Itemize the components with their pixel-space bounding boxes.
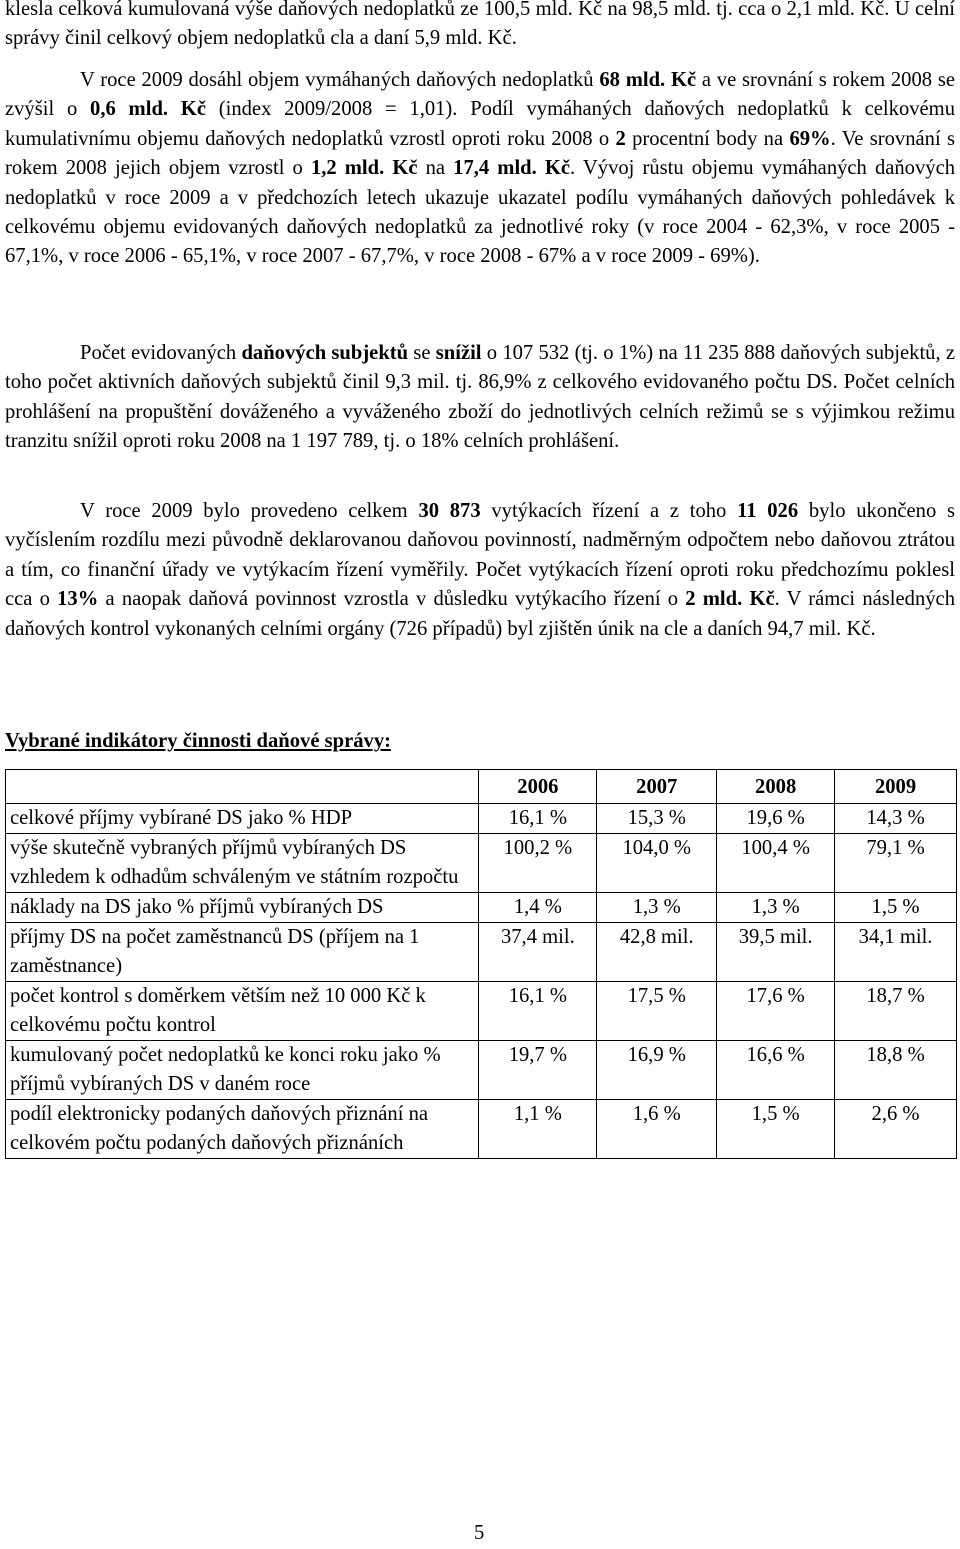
table-header-row bbox=[6, 770, 957, 804]
table-header-cell: 2008 bbox=[717, 770, 835, 804]
table-cell: 39,5 mil. bbox=[717, 923, 835, 982]
table-cell: 16,1 % bbox=[479, 804, 597, 834]
paragraph-arrears-total: klesla celková kumulovaná výše daňových nedoplatků ze 100,5 mld. Kč na 98,5 mld. tj. cca o 2,1 mld. Kč. U celní správy činil celkový objem nedoplatků cla a daní 5,9 mld. Kč. bbox=[5, 0, 955, 50]
table-cell: 1,5 % bbox=[717, 1100, 835, 1159]
table-cell: 17,5 % bbox=[597, 982, 717, 1041]
table-cell: 1,6 % bbox=[597, 1100, 717, 1159]
table-row bbox=[6, 982, 957, 1041]
table-row bbox=[6, 893, 957, 923]
table-cell: 42,8 mil. bbox=[597, 923, 717, 982]
bold-run: snížil bbox=[435, 342, 482, 364]
table-cell: 17,6 % bbox=[717, 982, 835, 1041]
table-cell: 1,3 % bbox=[597, 893, 717, 923]
bold-run: 69% bbox=[789, 127, 831, 150]
table-row bbox=[6, 834, 957, 893]
row-label: náklady na DS jako % příjmů vybíraných DS bbox=[6, 893, 479, 923]
table-row bbox=[6, 804, 957, 834]
paragraph-tax-subjects: Počet evidovaných daňových subjektů se snížil o 107 532 (tj. o 1%) na 11 235 888 daňových subjektů, z toho počet aktivních daňových subjektů činil 9,3 mil. tj. 86,9% z celkového evidovaného počtu DS. Počet celních prohlášení na propuštění dováženého a vyváženého zboží do jednotlivých celních režimů se s výjimkou režimu tranzitu snížil oproti roku 2008 na 1 197 789, tj. o 18% celních prohlášení. bbox=[5, 342, 956, 453]
table-cell: 37,4 mil. bbox=[479, 923, 597, 982]
bold-run: daňových subjektů bbox=[241, 342, 409, 364]
table-cell: 19,6 % bbox=[717, 804, 835, 834]
table-cell: 14,3 % bbox=[835, 804, 957, 834]
table-cell: 16,1 % bbox=[479, 982, 597, 1041]
table-cell: 16,6 % bbox=[717, 1041, 835, 1100]
row-label: podíl elektronicky podaných daňových přiznání na celkovém počtu podaných daňových přiznáních bbox=[6, 1100, 479, 1159]
table-cell: 1,1 % bbox=[479, 1100, 597, 1159]
table-cell: 18,8 % bbox=[835, 1041, 957, 1100]
row-label: kumulovaný počet nedoplatků ke konci roku jako % příjmů vybíraných DS v daném roce bbox=[6, 1041, 479, 1100]
bold-run: 1,2 mld. Kč bbox=[310, 157, 418, 180]
table-cell: 79,1 % bbox=[835, 834, 957, 893]
bold-run: 13% bbox=[57, 588, 99, 611]
section-heading: Vybrané indikátory činnosti daňové správy: bbox=[5, 730, 392, 752]
bold-run: 0,6 mld. Kč bbox=[90, 98, 206, 121]
table-body bbox=[6, 804, 957, 1159]
table-row bbox=[6, 923, 957, 982]
bold-run: 11 026 bbox=[737, 500, 799, 522]
paragraph-audit-proceedings: V roce 2009 bylo provedeno celkem 30 873 vytýkacích řízení a z toho 11 026 bylo ukončeno s vyčíslením rozdílu mezi původně deklarovanou daňovou povinností, nadměrným odpočtem nebo daňovou ztrátou a tím, co finanční úřady ve vytýkacím řízení vyměřily. Počet vytýkacích řízení oproti roku předchozímu poklesl cca o 13% a naopak daňová povinnost vzrostla v důsledku vytýkacího řízení o 2 mld. Kč. V rámci následných daňových kontrol vykonaných celními orgány (726 případů) byl zjištěn únik na cle a daních 94,7 mil. Kč. bbox=[5, 500, 956, 640]
row-label: výše skutečně vybraných příjmů vybíraných DS vzhledem k odhadům schváleným ve státním rozpočtu bbox=[6, 834, 479, 893]
page-number: 5 bbox=[474, 1522, 485, 1544]
table-row bbox=[6, 1041, 957, 1100]
table-cell: 2,6 % bbox=[835, 1100, 957, 1159]
table-cell: 1,4 % bbox=[479, 893, 597, 923]
indicators-table bbox=[5, 769, 957, 1159]
table-cell: 1,5 % bbox=[835, 893, 957, 923]
table-row bbox=[6, 1100, 957, 1159]
table-cell: 19,7 % bbox=[479, 1041, 597, 1100]
table-cell: 16,9 % bbox=[597, 1041, 717, 1100]
table-cell: 34,1 mil. bbox=[835, 923, 957, 982]
table-cell: 18,7 % bbox=[835, 982, 957, 1041]
table-header-cell: 2006 bbox=[479, 770, 597, 804]
paragraph-enforced-arrears: V roce 2009 dosáhl objem vymáhaných daňových nedoplatků 68 mld. Kč a ve srovnání s rokem 2008 se zvýšil o 0,6 mld. Kč (index 2009/2008 = 1,01). Podíl vymáhaných daňových nedoplatků k celkovému kumulativnímu objemu daňových nedoplatků vzrostl oproti roku 2008 o 2 procentní body na 69%. Ve srovnání s rokem 2008 jejich objem vzrostl o 1,2 mld. Kč na 17,4 mld. Kč. Vývoj růstu objemu vymáhaných daňových nedoplatků v roce 2009 a v předchozích letech ukazuje ukazatel podílu vymáhaných daňových pohledávek k celkovému objemu evidovaných daňových nedoplatků za jednotlivé roky (v roce 2004 - 62,3%, v roce 2005 - 67,1%, v roce 2006 - 65,1%, v roce 2007 - 67,7%, v roce 2008 - 67% a v roce 2009 - 69%). bbox=[5, 69, 956, 268]
table-cell: 100,4 % bbox=[717, 834, 835, 893]
row-label: počet kontrol s doměrkem větším než 10 000 Kč k celkovému počtu kontrol bbox=[6, 982, 479, 1041]
row-label: příjmy DS na počet zaměstnanců DS (příjem na 1 zaměstnance) bbox=[6, 923, 479, 982]
table-cell: 104,0 % bbox=[597, 834, 717, 893]
bold-run: 2 mld. Kč bbox=[685, 588, 775, 611]
table-header-cell: 2009 bbox=[835, 770, 957, 804]
table-header-cell bbox=[6, 770, 479, 804]
table-cell: 1,3 % bbox=[717, 893, 835, 923]
bold-run: 30 873 bbox=[418, 500, 481, 522]
row-label: celkové příjmy vybírané DS jako % HDP bbox=[6, 804, 479, 834]
table-header-cell: 2007 bbox=[597, 770, 717, 804]
table-cell: 100,2 % bbox=[479, 834, 597, 893]
bold-run: 68 mld. Kč bbox=[599, 69, 697, 91]
bold-run: 2 bbox=[615, 127, 626, 150]
bold-run: 17,4 mld. Kč bbox=[453, 157, 571, 180]
table-cell: 15,3 % bbox=[597, 804, 717, 834]
